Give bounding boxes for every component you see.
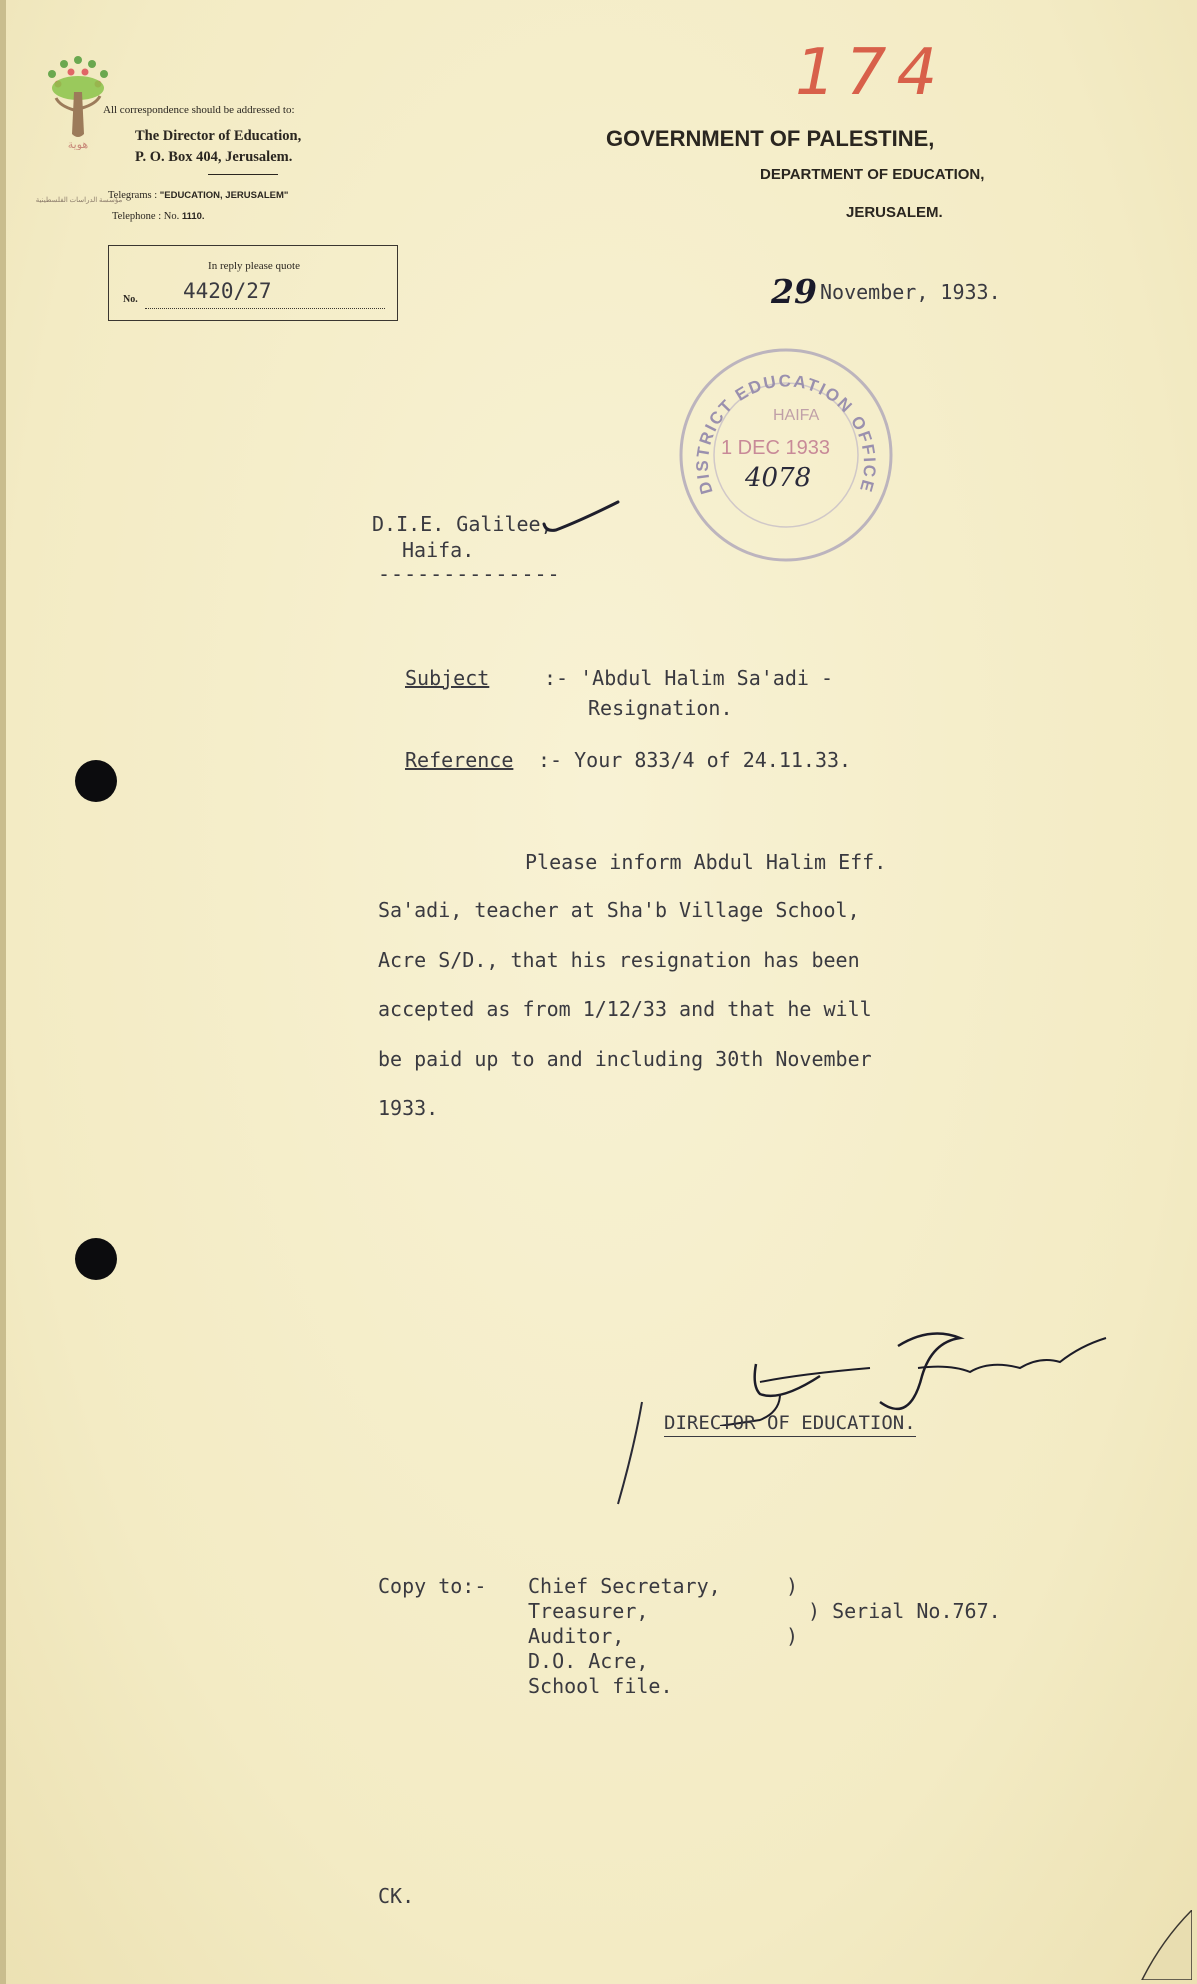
signature-stroke: [612, 1398, 652, 1508]
department-heading: DEPARTMENT OF EDUCATION,: [760, 166, 985, 183]
reference-label: Reference: [405, 748, 514, 772]
copy-recipient: Treasurer,: [528, 1599, 649, 1623]
punch-hole: [75, 760, 117, 802]
date-text: November, 1933.: [820, 280, 1001, 304]
body-line: accepted as from 1/12/33 and that he will: [378, 997, 872, 1021]
punch-hole: [75, 1238, 117, 1280]
telephone-label: Telephone : No.: [112, 211, 182, 222]
subject-text: 'Abdul Halim Sa'adi -: [580, 666, 833, 690]
copy-recipient: Auditor,: [528, 1624, 625, 1648]
stamp-date: 1 DEC 1933: [721, 437, 830, 459]
copy-recipient: D.O. Acre,: [528, 1649, 649, 1673]
serial-number: ) Serial No.767.: [808, 1599, 1001, 1623]
page-corner: [1132, 1910, 1192, 1980]
addressee-title: The Director of Education,: [135, 128, 302, 144]
district-office-stamp: [673, 342, 899, 568]
subject-label: Subject: [405, 666, 490, 690]
date-day: 29: [771, 272, 817, 311]
reference-quote-label: In reply please quote: [208, 260, 300, 272]
handwritten-signature: [660, 1316, 1110, 1426]
correspondence-note: All correspondence should be addressed to:: [103, 104, 295, 116]
signatory-title: DIRECTOR OF EDUCATION.: [664, 1412, 916, 1437]
typist-initials: CK.: [378, 1884, 415, 1908]
reference-no-value: 4420/27: [183, 279, 272, 303]
telegrams-line: [108, 190, 288, 201]
body-line: Sa'adi, teacher at Sha'b Village School,: [378, 898, 860, 922]
copy-recipient: School file.: [528, 1674, 673, 1698]
po-box: P. O. Box 404, Jerusalem.: [135, 149, 293, 165]
stamp-city: HAIFA: [773, 407, 820, 424]
reference-box: [108, 245, 398, 321]
body-line: Please inform Abdul Halim Eff.: [525, 850, 887, 874]
subject-separator: :-: [544, 666, 581, 690]
svg-text:هوية: هوية: [67, 138, 89, 150]
page-edge: [0, 0, 6, 1984]
divider: [208, 174, 278, 175]
copy-to-label: Copy to:-: [378, 1574, 487, 1598]
telephone-line: [112, 211, 205, 222]
recipient-line-1: D.I.E. Galilee,: [372, 512, 553, 536]
subject-line-1: [544, 666, 833, 690]
telegrams-value: "EDUCATION, JERUSALEM": [159, 190, 289, 201]
stamp-arc-text: DISTRICT EDUCATION OFFICE: [692, 371, 880, 497]
subject-line-2: Resignation.: [588, 696, 733, 720]
city-heading: JERUSALEM.: [846, 204, 943, 221]
body-line: be paid up to and including 30th November: [378, 1047, 872, 1071]
tree-logo: [40, 50, 116, 150]
stamp-number: 4078: [745, 463, 812, 493]
body-line: 1933.: [378, 1096, 439, 1120]
body-line: Acre S/D., that his resignation has been: [378, 948, 860, 972]
telephone-value: 1110.: [181, 211, 205, 222]
bracket: ): [786, 1574, 799, 1598]
recipient-line-2: Haifa.: [402, 538, 475, 562]
copy-recipient: Chief Secretary,: [528, 1574, 721, 1598]
government-heading: GOVERNMENT OF PALESTINE,: [606, 126, 935, 151]
reference-no-line: [145, 308, 385, 309]
reference-text: :- Your 833/4 of 24.11.33.: [538, 748, 852, 772]
bracket: ): [786, 1624, 799, 1648]
handwritten-file-number: 174: [795, 36, 948, 110]
checkmark-icon: [538, 498, 622, 538]
logo-caption: مؤسسة الدراسات الفلسطينية: [35, 196, 123, 204]
reference-no-label: No.: [123, 294, 138, 305]
recipient-underline: --------------: [378, 562, 561, 586]
telegrams-label: Telegrams :: [108, 190, 160, 201]
